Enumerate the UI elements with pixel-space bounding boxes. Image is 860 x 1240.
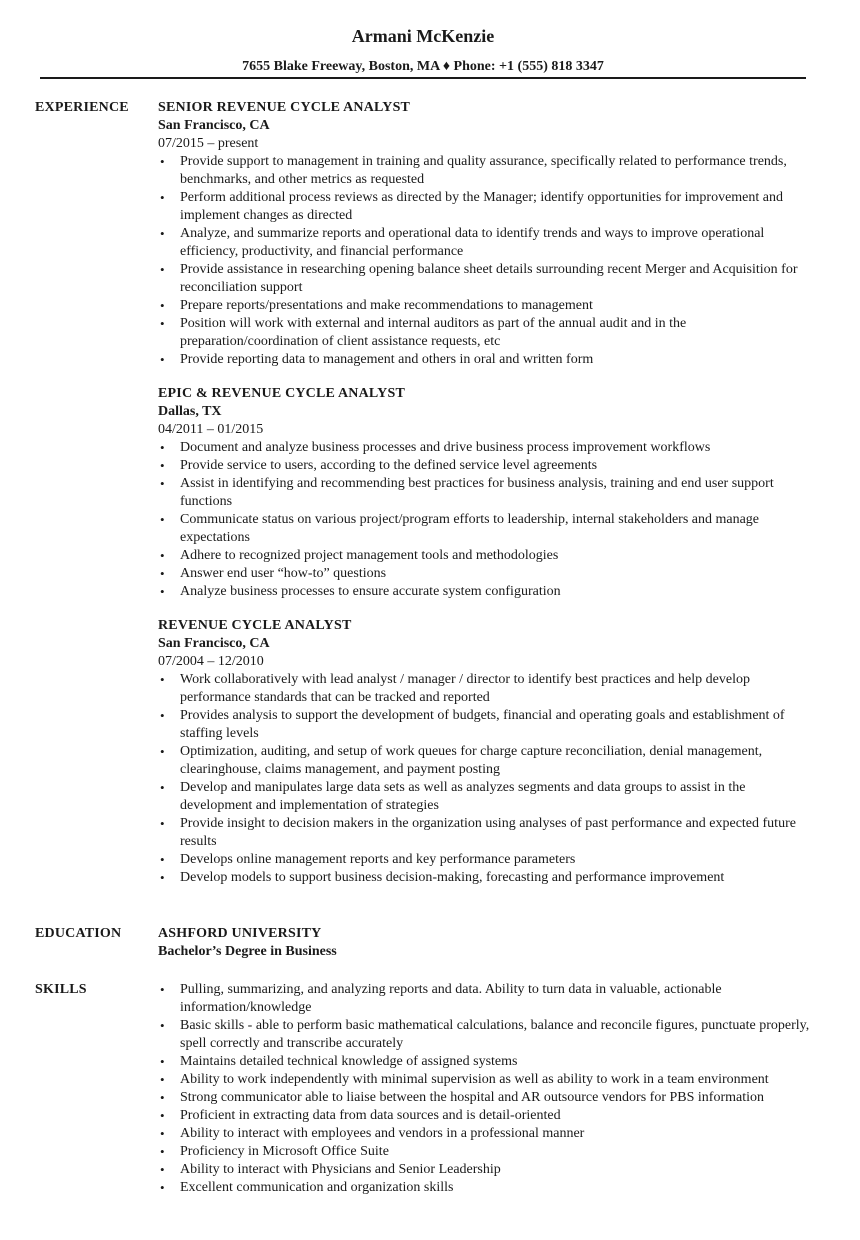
job-bullets [158, 439, 818, 601]
job-dates: 07/2015 – present [158, 136, 259, 151]
bullet-dot-icon: • [160, 1180, 165, 1195]
bullet-text: Develop and manipulates large data sets as well as analyzes segments and data groups to assist in the development and implementation of strategies [180, 780, 746, 813]
job-dates: 07/2004 – 12/2010 [158, 654, 264, 669]
bullet-dot-icon: • [160, 584, 165, 599]
candidate-name: Armani McKenzie [351, 26, 495, 46]
contact-line: 7655 Blake Freeway, Boston, MA ♦ Phone: +1 (555) 818 3347 [242, 59, 604, 74]
job-title: SENIOR REVENUE CYCLE ANALYST [158, 100, 411, 115]
job-location: San Francisco, CA [158, 118, 270, 133]
bullet-dot-icon: • [160, 1144, 165, 1159]
skill-text: Strong communicator able to liaise between the hospital and AR outsource vendors for PBS information [180, 1090, 765, 1105]
bullet-dot-icon: • [160, 262, 165, 277]
skill-item [158, 981, 818, 1017]
skill-text: Proficient in extracting data from data sources and is detail-oriented [180, 1108, 561, 1123]
bullet-dot-icon: • [160, 1126, 165, 1141]
bullet-text: Assist in identifying and recommending best practices for business analysis, training and end user support functions [180, 476, 774, 509]
skill-text: Ability to work independently with minimal supervision as well as ability to work in a team environment [180, 1072, 769, 1087]
bullet-text: Develop models to support business decision-making, forecasting and performance improvement [180, 870, 725, 885]
job-location: Dallas, TX [158, 404, 222, 419]
resume-header [40, 24, 806, 76]
bullet-item [158, 583, 818, 601]
job-title: REVENUE CYCLE ANALYST [158, 618, 352, 633]
bullet-dot-icon: • [160, 744, 165, 759]
bullet-dot-icon: • [160, 566, 165, 581]
skill-text: Pulling, summarizing, and analyzing reports and data. Ability to turn data in valuable, actionable information/knowledge [180, 982, 722, 1015]
bullet-text: Prepare reports/presentations and make recommendations to management [180, 298, 593, 313]
bullet-item [158, 743, 818, 779]
bullet-dot-icon: • [160, 870, 165, 885]
bullet-item [158, 815, 818, 851]
bullet-dot-icon: • [160, 190, 165, 205]
skill-item [158, 1161, 818, 1179]
bullet-text: Work collaboratively with lead analyst / manager / director to identify best practices and help develop performance standards that can be tracked and reported [180, 672, 750, 705]
skills-list [158, 981, 818, 1197]
experience-heading: EXPERIENCE [35, 100, 129, 115]
job-entry [158, 385, 818, 601]
job-dates: 04/2011 – 01/2015 [158, 422, 264, 437]
bullet-dot-icon: • [160, 1072, 165, 1087]
skills-heading: SKILLS [35, 982, 87, 997]
skill-text: Basic skills - able to perform basic mathematical calculations, balance and reconcile figures, punctuate properly, spell correctly and transcribe accurately [180, 1018, 810, 1051]
bullet-text: Provide reporting data to management and others in oral and written form [180, 352, 594, 367]
bullet-dot-icon: • [160, 226, 165, 241]
experience-list [158, 99, 818, 887]
bullet-dot-icon: • [160, 512, 165, 527]
bullet-item [158, 439, 818, 457]
bullet-item [158, 511, 818, 547]
bullet-dot-icon: • [160, 780, 165, 795]
bullet-dot-icon: • [160, 548, 165, 563]
bullet-dot-icon: • [160, 708, 165, 723]
bullet-dot-icon: • [160, 816, 165, 831]
skills-body [158, 981, 818, 1197]
bullet-item [158, 475, 818, 511]
bullet-text: Document and analyze business processes and drive business process improvement workflows [180, 440, 711, 455]
bullet-text: Optimization, auditing, and setup of work queues for charge capture reconciliation, denial management, clearinghouse, claims management, and payment posting [180, 744, 763, 777]
job-entry [158, 617, 818, 887]
bullet-item [158, 565, 818, 583]
bullet-text: Adhere to recognized project management tools and methodologies [180, 548, 559, 563]
bullet-dot-icon: • [160, 440, 165, 455]
bullet-item [158, 869, 818, 887]
bullet-dot-icon: • [160, 982, 165, 997]
skill-item [158, 1053, 818, 1071]
job-bullets [158, 153, 818, 369]
bullet-item [158, 225, 818, 261]
job-location: San Francisco, CA [158, 636, 270, 651]
bullet-text: Provide support to management in training and quality assurance, specifically related to performance trends, benchmarks, and other metrics as requested [180, 154, 787, 187]
job-bullets [158, 671, 818, 887]
bullet-dot-icon: • [160, 298, 165, 313]
bullet-dot-icon: • [160, 1054, 165, 1069]
skill-item [158, 1071, 818, 1089]
bullet-dot-icon: • [160, 154, 165, 169]
bullet-item [158, 297, 818, 315]
bullet-item [158, 351, 818, 369]
skill-item [158, 1107, 818, 1125]
skill-text: Excellent communication and organization skills [180, 1180, 454, 1195]
bullet-text: Provide service to users, according to the defined service level agreements [180, 458, 598, 473]
bullet-item [158, 779, 818, 815]
bullet-dot-icon: • [160, 672, 165, 687]
bullet-dot-icon: • [160, 1162, 165, 1177]
job-entry [158, 99, 818, 369]
bullet-text: Analyze business processes to ensure accurate system configuration [180, 584, 561, 599]
skill-item [158, 1017, 818, 1053]
bullet-item [158, 547, 818, 565]
education-body [158, 925, 818, 961]
skill-item [158, 1089, 818, 1107]
bullet-dot-icon: • [160, 1108, 165, 1123]
bullet-dot-icon: • [160, 316, 165, 331]
bullet-text: Provide insight to decision makers in the organization using analyses of past performance and expected future results [180, 816, 796, 849]
bullet-dot-icon: • [160, 1018, 165, 1033]
skill-text: Ability to interact with Physicians and Senior Leadership [180, 1162, 501, 1177]
bullet-dot-icon: • [160, 1090, 165, 1105]
skill-text: Proficiency in Microsoft Office Suite [180, 1144, 389, 1159]
bullet-item [158, 153, 818, 189]
skill-item [158, 1143, 818, 1161]
bullet-dot-icon: • [160, 852, 165, 867]
bullet-item [158, 315, 818, 351]
skill-text: Ability to interact with employees and vendors in a professional manner [180, 1126, 585, 1141]
bullet-dot-icon: • [160, 476, 165, 491]
school-name: ASHFORD UNIVERSITY [158, 926, 322, 941]
skill-item [158, 1125, 818, 1143]
bullet-text: Position will work with external and internal auditors as part of the annual audit and in the preparation/coordination of client assistance requests, etc [180, 316, 687, 349]
bullet-text: Answer end user “how-to” questions [180, 566, 387, 581]
bullet-text: Provides analysis to support the development of budgets, financial and operating goals and establishment of staffing levels [180, 708, 785, 741]
bullet-text: Perform additional process reviews as directed by the Manager; identify opportunities for improvement and implement changes as directed [180, 190, 783, 223]
job-title: EPIC & REVENUE CYCLE ANALYST [158, 386, 406, 401]
bullet-item [158, 261, 818, 297]
skill-item [158, 1179, 818, 1197]
bullet-dot-icon: • [160, 458, 165, 473]
bullet-item [158, 851, 818, 869]
bullet-text: Provide assistance in researching opening balance sheet details surrounding recent Merger and Acquisition for reconciliation support [180, 262, 798, 295]
bullet-item [158, 457, 818, 475]
skill-text: Maintains detailed technical knowledge of assigned systems [180, 1054, 518, 1069]
bullet-item [158, 671, 818, 707]
bullet-dot-icon: • [160, 352, 165, 367]
bullet-item [158, 189, 818, 225]
header-divider [40, 77, 806, 79]
degree: Bachelor’s Degree in Business [158, 944, 337, 959]
education-heading: EDUCATION [35, 926, 122, 941]
bullet-item [158, 707, 818, 743]
bullet-text: Analyze, and summarize reports and operational data to identify trends and ways to improve operational efficiency, productivity, and financial performance [180, 226, 765, 259]
bullet-text: Communicate status on various project/program efforts to leadership, internal stakeholders and manage expectations [180, 512, 760, 545]
bullet-text: Develops online management reports and key performance parameters [180, 852, 576, 867]
